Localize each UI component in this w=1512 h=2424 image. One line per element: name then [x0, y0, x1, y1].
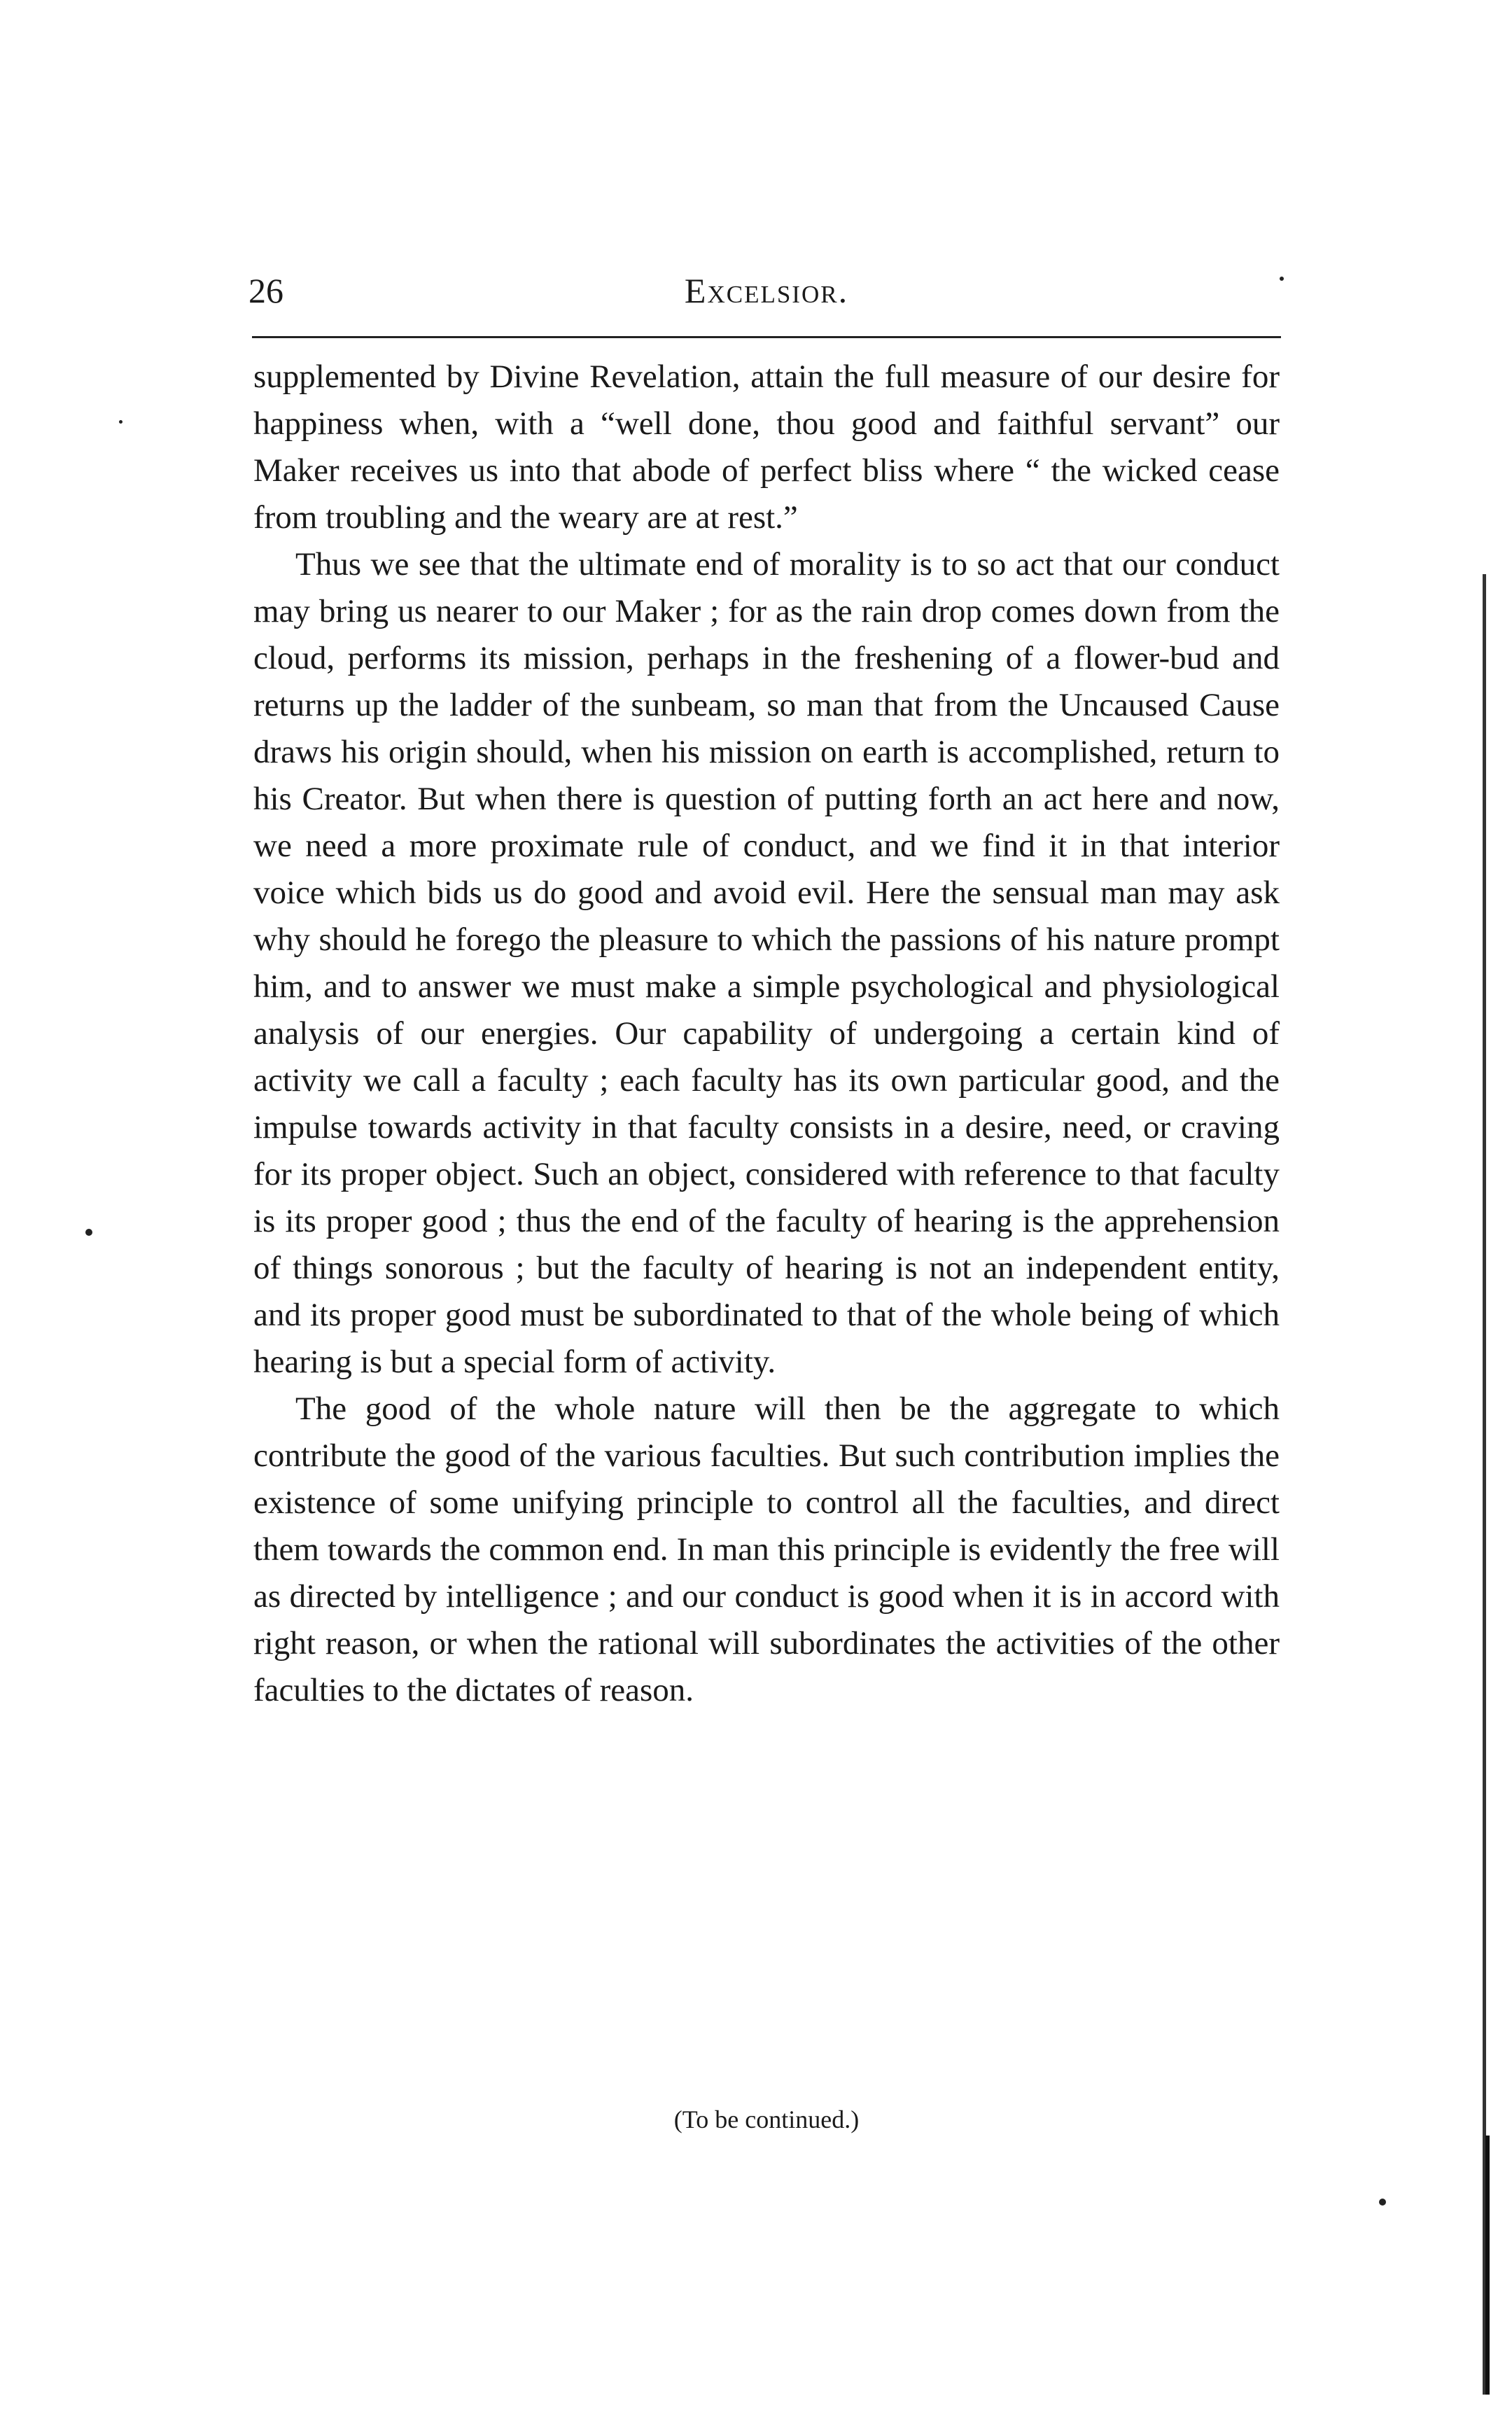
scan-speck — [1280, 277, 1284, 281]
running-head — [248, 270, 1284, 326]
paragraph-2: Thus we see that the ultimate end of morality is to so act that our conduct may bring us nearer to our Maker ; for as the rain drop comes down from the cloud, performs its mission, perhaps in the freshening of a flower-bud and returns up the ladder of the sunbeam, so man that from the Uncaused Cause draws his origin should, when his mission on earth is accomplished, return to his Creator. But when there is question of putting forth an act here and now, we need a more proximate rule of conduct, and we find it in that interior voice which bids us do good and avoid evil. Here the sensual man may ask why should he forego the pleasure to which the passions of his nature prompt him, and to answer we must make a simple psychological and physiological analysis of our energies. Our capability of undergoing a certain kind of activity we call a faculty ; each faculty has its own particular good, and the impulse towards activity in that faculty consists in a desire, need, or craving for its proper object. Such an object, considered with reference to that faculty is its proper good ; thus the end of the faculty of hearing is the apprehension of things sonorous ; but the faculty of hearing is not an independent entity, and its proper good must be subordinated to that of the whole being of which hearing is but a special form of activity. — [253, 546, 1280, 1380]
header-rule — [252, 336, 1281, 338]
scan-speck — [85, 1229, 92, 1236]
scan-speck — [119, 420, 122, 424]
binding-edge-shadow — [1483, 574, 1486, 2395]
body-text — [253, 354, 1280, 1714]
scan-speck — [1379, 2199, 1386, 2206]
continued-note: (To be continued.) — [673, 2105, 860, 2133]
paragraph-1: supplemented by Divine Revelation, attain the full measure of our desire for happiness when, with a “well done, thou good and faithful servant” our Maker receives us into that abode of perfect bliss where “ the wicked cease from troubling and the weary are at rest.” — [253, 358, 1280, 536]
page-number: 26 — [248, 271, 284, 310]
paragraph-3: The good of the whole nature will then be the aggregate to which contribute the good of the various faculties. But such contribution implies the existence of some unifying principle to control all the faculties, and direct them towards the common end. In man this principle is evidently the free will as directed by intelligence ; and our conduct is good when it is in accord with right reason, or when the rational will subordinates the activities of the other faculties to the dictates of reason. — [253, 1391, 1280, 1708]
running-title: Excelsior. — [684, 271, 849, 310]
binding-edge-shadow-thick — [1485, 2136, 1490, 2395]
